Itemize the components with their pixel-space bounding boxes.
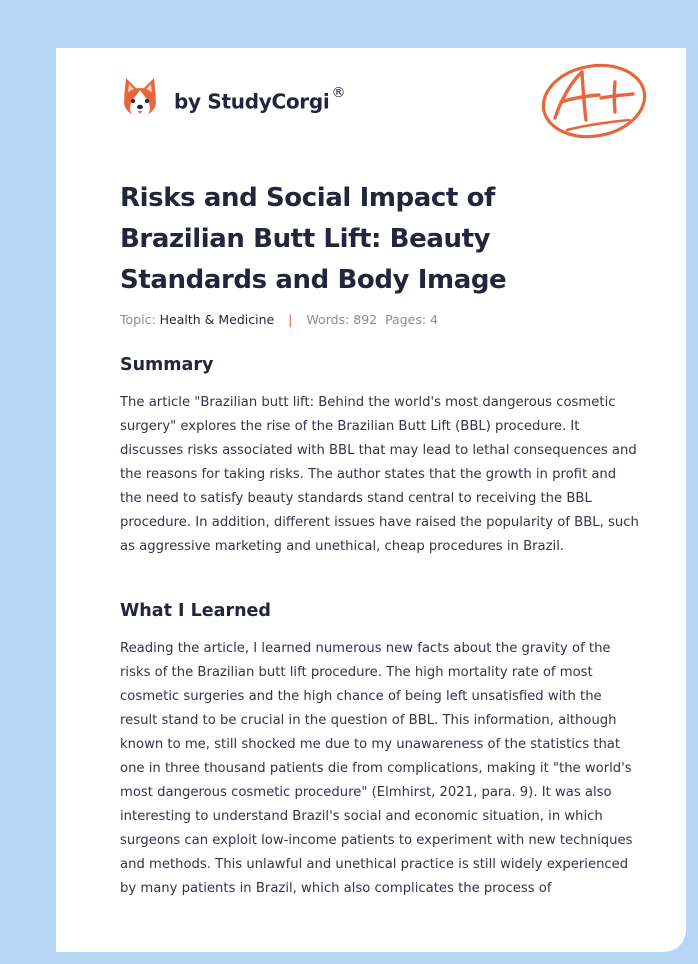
- topic-link[interactable]: Health & Medicine: [159, 312, 275, 327]
- summary-paragraph: The article "Brazilian butt lift: Behind the world's most dangerous cosmetic surgery" explores the rise of the Brazilian Butt Lift (BBL) procedure. It discusses risks associated with BBL that may lead to lethal consequences and the reasons for taking risks. The author states that the growth in profit and the need to satisfy beauty standards stand central to receiving the BBL procedure. In addition, different issues have raised the popularity of BBL, such as aggressive marketing and unethical, cheap procedures in Brazil.: [120, 395, 639, 554]
- a-plus-grade-icon: [537, 60, 651, 142]
- corgi-icon: [120, 76, 160, 120]
- meta-separator: |: [288, 312, 293, 327]
- section-heading-summary: Summary: [120, 355, 214, 375]
- word-count: Words: 892: [306, 312, 378, 327]
- brand-text: by StudyCorgi: [174, 89, 330, 114]
- brand-name: [174, 84, 346, 114]
- registered-mark: ®: [331, 84, 346, 101]
- meta-line: [120, 312, 438, 327]
- studycorgi-logo[interactable]: [120, 76, 345, 120]
- page-title: Risks and Social Impact of Brazilian Butt Lift: Beauty Standards and Body Image: [120, 183, 507, 295]
- document-page: [56, 48, 686, 952]
- what-i-learned-paragraph: Reading the article, I learned numerous new facts about the gravity of the risks of the Brazilian butt lift procedure. The high mortality rate of most cosmetic surgeries and the high chance of being left unsatisfied with the result stand to be crucial in the question of BBL. This information, although known to me, still shocked me due to my unawareness of the statistics that one in three thousand patients die from complications, making it "the world's most dangerous cosmetic procedure" (Elmhirst, 2021, para. 9). It was also interesting to understand Brazil's social and economic situation, in which surgeons can exploit low-income patients to experiment with new techniques and methods. This unlawful and unethical practice is still widely experienced by many patients in Brazil, which also complicates the process of: [120, 641, 633, 896]
- section-heading-what-i-learned: What I Learned: [120, 601, 271, 621]
- page-count: Pages: 4: [385, 312, 438, 327]
- topic-label: Topic:: [120, 312, 156, 327]
